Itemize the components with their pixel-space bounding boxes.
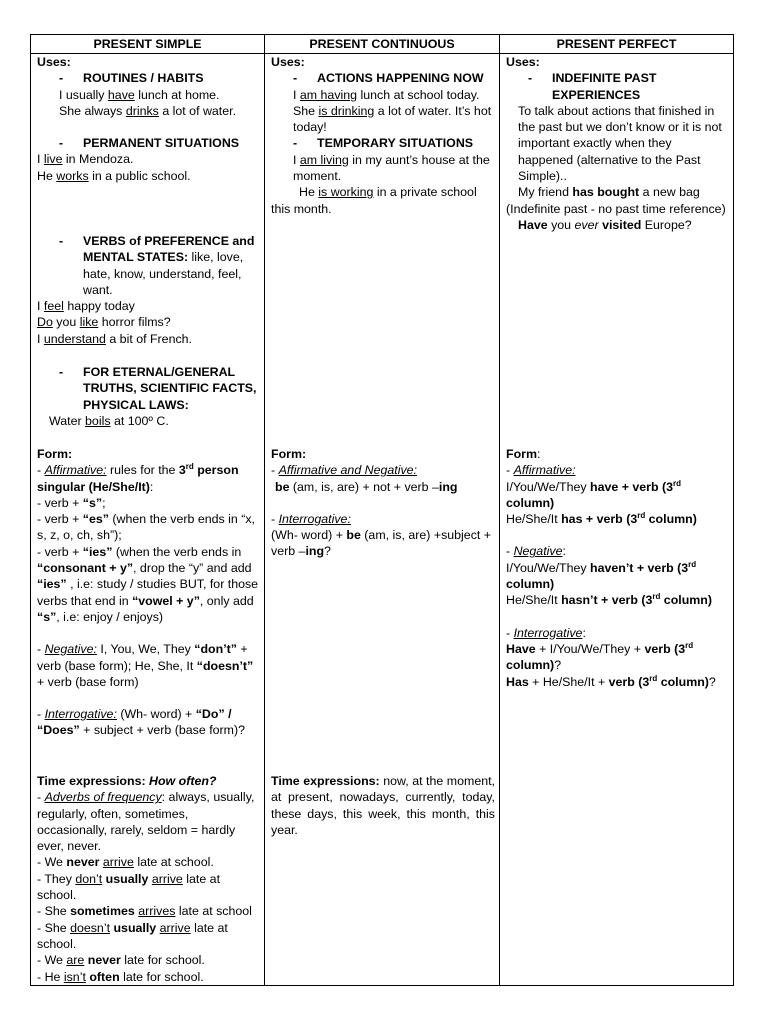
use-heading: - VERBS of PREFERENCE and MENTAL STATES: like, love, hate, know, understand, feel, want. <box>59 234 255 297</box>
spelling-rule: - verb + “es” (when the verb ends in “x, s, z, o, ch, sh”); <box>37 512 255 543</box>
interrogative-rule: - Interrogative: (Wh- word) + “Do” / “Does” + subject + verb (base form)? <box>37 707 245 738</box>
pc-form-section <box>271 446 495 560</box>
example-sentence: - They don’t usually arrive late at school. <box>37 871 221 903</box>
pp-form-section <box>506 446 729 690</box>
uses-label: Uses: <box>506 55 540 69</box>
tenses-table <box>30 34 734 986</box>
example-sentence: - She doesn’t usually arrive late at school. <box>37 920 228 951</box>
affirmative-negative-label: - Affirmative and Negative: <box>271 463 418 478</box>
adverbs-of-frequency: - Adverbs of frequency: always, usually, regularly, often, sometimes, occasionally, rarely, seldom = hardly ever, never. <box>37 790 255 854</box>
example-sentence: I understand a bit of French. <box>37 331 192 346</box>
interrogative-rule: Have + I/You/We/They + verb (3rd column)? <box>506 640 694 673</box>
example-sentence: Do you like horror films? <box>37 315 171 330</box>
example-sentence: Have you ever visited Europe? <box>518 217 692 232</box>
example-sentence: - He isn’t often late for school. <box>37 969 204 984</box>
ps-eternal-section <box>37 364 260 429</box>
example-sentence: I usually have lunch at home. <box>59 87 220 102</box>
form-label: Form: <box>37 447 73 461</box>
use-heading: - ACTIONS HAPPENING NOW <box>293 71 484 86</box>
ps-permanent-section <box>37 135 260 184</box>
interrogative-label: - Interrogative: <box>506 625 586 640</box>
example-sentence: She always drinks a lot of water. <box>59 103 237 118</box>
use-heading: - FOR ETERNAL/GENERAL TRUTHS, SCIENTIFIC FACTS, PHYSICAL LAWS: <box>59 365 257 412</box>
affirmative-rule: be (am, is, are) + not + verb –ing <box>275 479 458 494</box>
ps-uses-section <box>37 54 260 119</box>
example-sentence: - She sometimes arrives late at school <box>37 904 252 919</box>
form-label: Form: <box>506 447 541 461</box>
interrogative-rule: Has + He/She/It + verb (3rd column)? <box>506 673 716 689</box>
example-sentence: She is drinking a lot of water. It’s hot today! <box>293 103 492 135</box>
affirmative-label: - Affirmative: <box>506 463 576 478</box>
spelling-rule: - verb + “s”; <box>37 495 106 510</box>
spelling-rule: - verb + “ies” (when the verb ends in “consonant + y”, drop the “y” and add “ies” , i.e: study / studies BUT, for those verbs that end in “vowel + y”, only add “s”, i.e: enjoy / enjoys) <box>37 544 259 624</box>
example-sentence: My friend has bought a new bag (Indefinite past - no past time reference) <box>506 185 726 216</box>
example-sentence: - We never arrive late at school. <box>37 855 214 870</box>
interrogative-rule: (Wh- word) + be (am, is, are) +subject + verb –ing? <box>271 528 492 559</box>
negative-rule: He/She/It hasn’t + verb (3rd column) <box>506 592 712 608</box>
uses-label: Uses: <box>271 55 305 69</box>
time-expressions: Time expressions: now, at the moment, at present, nowadays, currently, today, these days, this week, this month, this year. <box>271 774 495 837</box>
pc-time-section <box>271 773 495 838</box>
ps-preference-section <box>37 233 260 347</box>
affirmative-rule: - Affirmative: rules for the 3rd person singular (He/She/It): <box>37 462 239 494</box>
interrogative-label: - Interrogative: <box>271 511 351 526</box>
ps-form-section <box>37 446 260 739</box>
ps-time-section <box>37 773 260 985</box>
use-heading: - PERMANENT SITUATIONS <box>59 136 240 150</box>
use-heading: - ROUTINES / HABITS <box>59 71 204 86</box>
use-heading: - TEMPORARY SITUATIONS <box>293 136 474 151</box>
uses-label: Uses: <box>37 55 71 69</box>
example-sentence: - We are never late for school. <box>37 953 205 968</box>
negative-rule: I/You/We/They haven’t + verb (3rd column) <box>506 559 697 592</box>
pp-uses-section <box>506 54 729 233</box>
example-sentence: He works in a public school. <box>37 168 191 183</box>
use-description: To talk about actions that finished in the past but we don’t know or it is not important exactly when they happened (alternative to the Past Simple).. <box>518 103 722 184</box>
example-sentence: He is working in a private school this month. <box>271 185 477 216</box>
header-present-perfect: PRESENT PERFECT <box>556 37 677 51</box>
header-present-continuous: PRESENT CONTINUOUS <box>309 37 455 51</box>
example-sentence: I feel happy today <box>37 299 135 314</box>
example-sentence: Water boils at 100º C. <box>49 413 169 428</box>
use-heading: - INDEFINITE PAST EXPERIENCES <box>528 71 657 102</box>
present-perfect-column <box>500 54 733 985</box>
example-sentence: I am having lunch at school today. <box>293 87 480 102</box>
negative-label: - Negative: <box>506 544 566 559</box>
example-sentence: I live in Mendoza. <box>37 152 134 167</box>
pc-uses-section <box>271 54 495 217</box>
form-label: Form: <box>271 447 307 461</box>
present-continuous-column <box>265 54 499 985</box>
affirmative-rule: He/She/It has + verb (3rd column) <box>506 511 697 527</box>
affirmative-rule: I/You/We/They have + verb (3rd column) <box>506 478 682 510</box>
header-present-simple: PRESENT SIMPLE <box>93 37 202 51</box>
time-expressions-label: Time expressions: How often? <box>37 774 217 788</box>
negative-rule: - Negative: I, You, We, They “don’t” + verb (base form); He, She, It “doesn’t” + verb (base form) <box>37 642 254 689</box>
example-sentence: I am living in my aunt’s house at the moment. <box>293 152 490 184</box>
present-simple-column <box>31 54 264 985</box>
